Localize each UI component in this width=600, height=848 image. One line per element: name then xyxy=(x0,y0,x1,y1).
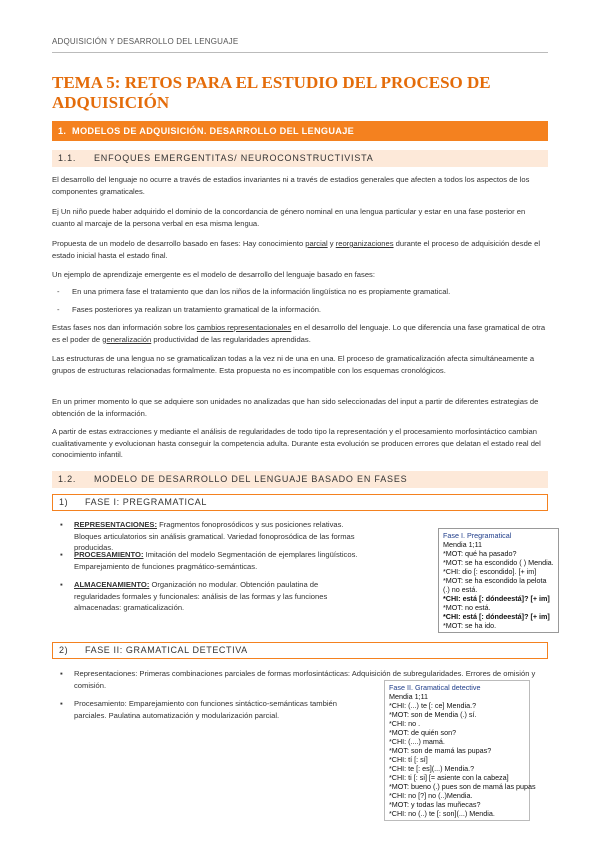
transcript-line: *MOT: son de mamá las pupas? xyxy=(389,746,492,755)
list-item: - En una primera fase el tratamiento que dan los niños de la información lingüística no es propiamente gramatical. xyxy=(57,287,451,296)
transcript-line: *CHI: tí [: sí] xyxy=(389,755,428,764)
paragraph: A partir de estas extracciones y mediante el análisis de regularidades de todo tipo la representación y el procesamiento morfosintáctico cambian cualitativamente y evolucionan hasta conseguir la competencia adulta. Durante esta evolución se producen errores que delatan el estado real del conocimiento infantil. xyxy=(52,427,541,459)
transcript-box-phase1 xyxy=(438,528,559,633)
section-title: MODELOS DE ADQUISICIÓN. DESARROLLO DEL LENGUAJE xyxy=(71,126,355,136)
bullet: ▪ xyxy=(60,669,63,678)
section-number: 1. xyxy=(58,126,67,136)
phase1-item: ▪ REPRESENTACIONES: Fragmentos fonoprosódicos y sus posiciones relativas. Bloques articulatorios sin análisis gramatical. Variedad fonoprosódica de las formas producidas. xyxy=(60,520,355,552)
subsection-title: MODELO DE DESARROLLO DEL LENGUAJE BASADO EN FASES xyxy=(94,474,408,484)
transcript-line: *MOT: se ha ido. xyxy=(443,621,497,630)
transcript-line: *MOT: qué ha pasado? xyxy=(443,549,517,558)
subsection-heading-1-1 xyxy=(52,150,548,167)
underlined-term: generalización xyxy=(102,334,152,344)
subsection-title: ENFOQUES EMERGENTITAS/ NEUROCONSTRUCTIVISTA xyxy=(94,153,374,163)
underlined-term: parcial xyxy=(305,239,328,248)
paragraph: Las estructuras de una lengua no se gramaticalizan todas a la vez ni de una en una. El proceso de gramaticalización afecta simultáneamente a grupos de estructuras relacionadas formalmente. Esta propuesta no es incompatible con los esquemas cronológicos. xyxy=(52,354,535,375)
subsection-heading-1-2 xyxy=(52,471,548,488)
underlined-term: cambios representacionales xyxy=(196,323,292,332)
phase-title: FASE I: PREGRAMATICAL xyxy=(85,497,207,507)
phase-number: 1) xyxy=(59,497,69,507)
transcript-line: *MOT: de quién son? xyxy=(389,728,457,737)
list-item: - Fases posteriores ya realizan un tratamiento gramatical de la información. xyxy=(57,305,322,314)
header-divider xyxy=(52,52,548,53)
transcript-line: *MOT: se ha escondido la pelota (.) no está. xyxy=(443,576,547,594)
paragraph: Propuesta de un modelo de desarrollo basado en fases: Hay conocimiento parcial y reorganizaciones durante el proceso de adquisición desde el estado inicial hasta el estado final. xyxy=(52,239,541,260)
transcript-line: *CHI: está [: dóndeestá]? [+ im] xyxy=(443,612,550,621)
transcript-line: *CHI: (...) te [: ce] Mendia.? xyxy=(389,701,477,710)
page-title: TEMA 5: RETOS PARA EL ESTUDIO DEL PROCESO DE ADQUISICIÓN xyxy=(52,73,491,112)
transcript-line: Mendia 1;11 xyxy=(443,540,483,549)
transcript-line: *CHI: te [: es](...) Mendia.? xyxy=(389,764,475,773)
underlined-term: reorganizaciones xyxy=(335,239,394,248)
paragraph: Estas fases nos dan información sobre los cambios representacionales en el desarrollo del lenguaje. Lo que diferencia una fase gramatical de otra es el poder de generalización productividad de las regularidades aprendidas. xyxy=(52,323,546,344)
phase1-item: ▪ PROCESAMIENTO: Imitación del modelo Segmentación de ejemplares lingüísticos. Emparejamiento de funciones pragmático-semánticas. xyxy=(60,550,358,571)
transcript-line: *CHI: dio [: escondido]. [+ im] xyxy=(443,567,537,576)
running-header: ADQUISICIÓN Y DESARROLLO DEL LENGUAJE xyxy=(52,37,239,46)
paragraph: El desarrollo del lenguaje no ocurre a través de estadios invariantes ni a través de estadios generales que afecten a todos los aspectos de los componentes gramaticales. xyxy=(52,175,530,196)
square-bullet: ▪ xyxy=(60,550,63,559)
transcript-line: *MOT: se ha escondido ( ) Mendia. xyxy=(443,558,554,567)
section-heading-1 xyxy=(52,121,548,141)
square-bullet: ▪ xyxy=(60,580,63,589)
transcript-title: Fase II. Gramatical detective xyxy=(389,683,481,692)
transcript-line: *MOT: son de Mendia (.) sí. xyxy=(389,710,477,719)
transcript-box-phase2 xyxy=(384,680,536,821)
transcript-line: *CHI: está [: dóndeestá]? [+ im] xyxy=(443,594,550,603)
dash-bullet: - xyxy=(57,287,60,296)
subsection-number: 1.2. xyxy=(58,474,77,484)
transcript-line: *CHI: (....) mamá. xyxy=(389,737,445,746)
dash-bullet: - xyxy=(57,305,60,314)
phase2-item: ▪ Representaciones: Primeras combinaciones parciales de formas morfosintácticas: Adquisición de subregularidades. Errores de omisión y comisión. xyxy=(60,669,536,690)
transcript-line: Mendia 1;11 xyxy=(389,692,429,701)
transcript-line: *MOT: y todas las muñecas? xyxy=(389,800,481,809)
phase-number: 2) xyxy=(59,645,69,655)
transcript-title: Fase I. Pregramatical xyxy=(443,531,512,540)
paragraph: Un ejemplo de aprendizaje emergente es el modelo de desarrollo del lenguaje basado en fases: xyxy=(52,270,375,279)
transcript-line: *CHI: no (..) te [: son](...) Mendia. xyxy=(389,809,495,818)
subsection-number: 1.1. xyxy=(58,153,77,163)
transcript-line: *CHI: no . xyxy=(389,719,421,728)
phase-heading-1 xyxy=(52,494,548,511)
transcript-line: *MOT: bueno (.) pues son de mamá las pupas xyxy=(389,782,536,791)
transcript-line: *CHI: no [?] no (..)Mendia. xyxy=(389,791,473,800)
transcript-line: *CHI: ti [: si] [= asiente con la cabeza] xyxy=(389,773,509,782)
square-bullet: ▪ xyxy=(60,520,63,529)
paragraph: En un primer momento lo que se adquiere son unidades no analizadas que han sido seleccionadas del input a partir de diferentes estrategias de obtención de la información. xyxy=(52,397,539,418)
phase2-item: ▪ Procesamiento: Emparejamiento con funciones sintáctico-semánticas también parciales. Paulatina automatización y modularización parcial. xyxy=(60,699,337,720)
phase-title: FASE II: GRAMATICAL DETECTIVA xyxy=(85,645,248,655)
transcript-line: *MOT: no está. xyxy=(443,603,491,612)
bullet: ▪ xyxy=(60,699,63,708)
paragraph: Ej Un niño puede haber adquirido el dominio de la concordancia de género nominal en una lengua particular y estar en una fase posterior en cuanto al marcaje de la persona verbal en esa misma lengua. xyxy=(52,207,526,228)
phase-heading-2 xyxy=(52,642,548,659)
phase1-item: ▪ ALMACENAMIENTO: Organización no modular. Obtención paulatina de regularidades formales y funcionales: análisis de las formas y las funciones almacenadas: gramaticalización. xyxy=(60,580,328,612)
